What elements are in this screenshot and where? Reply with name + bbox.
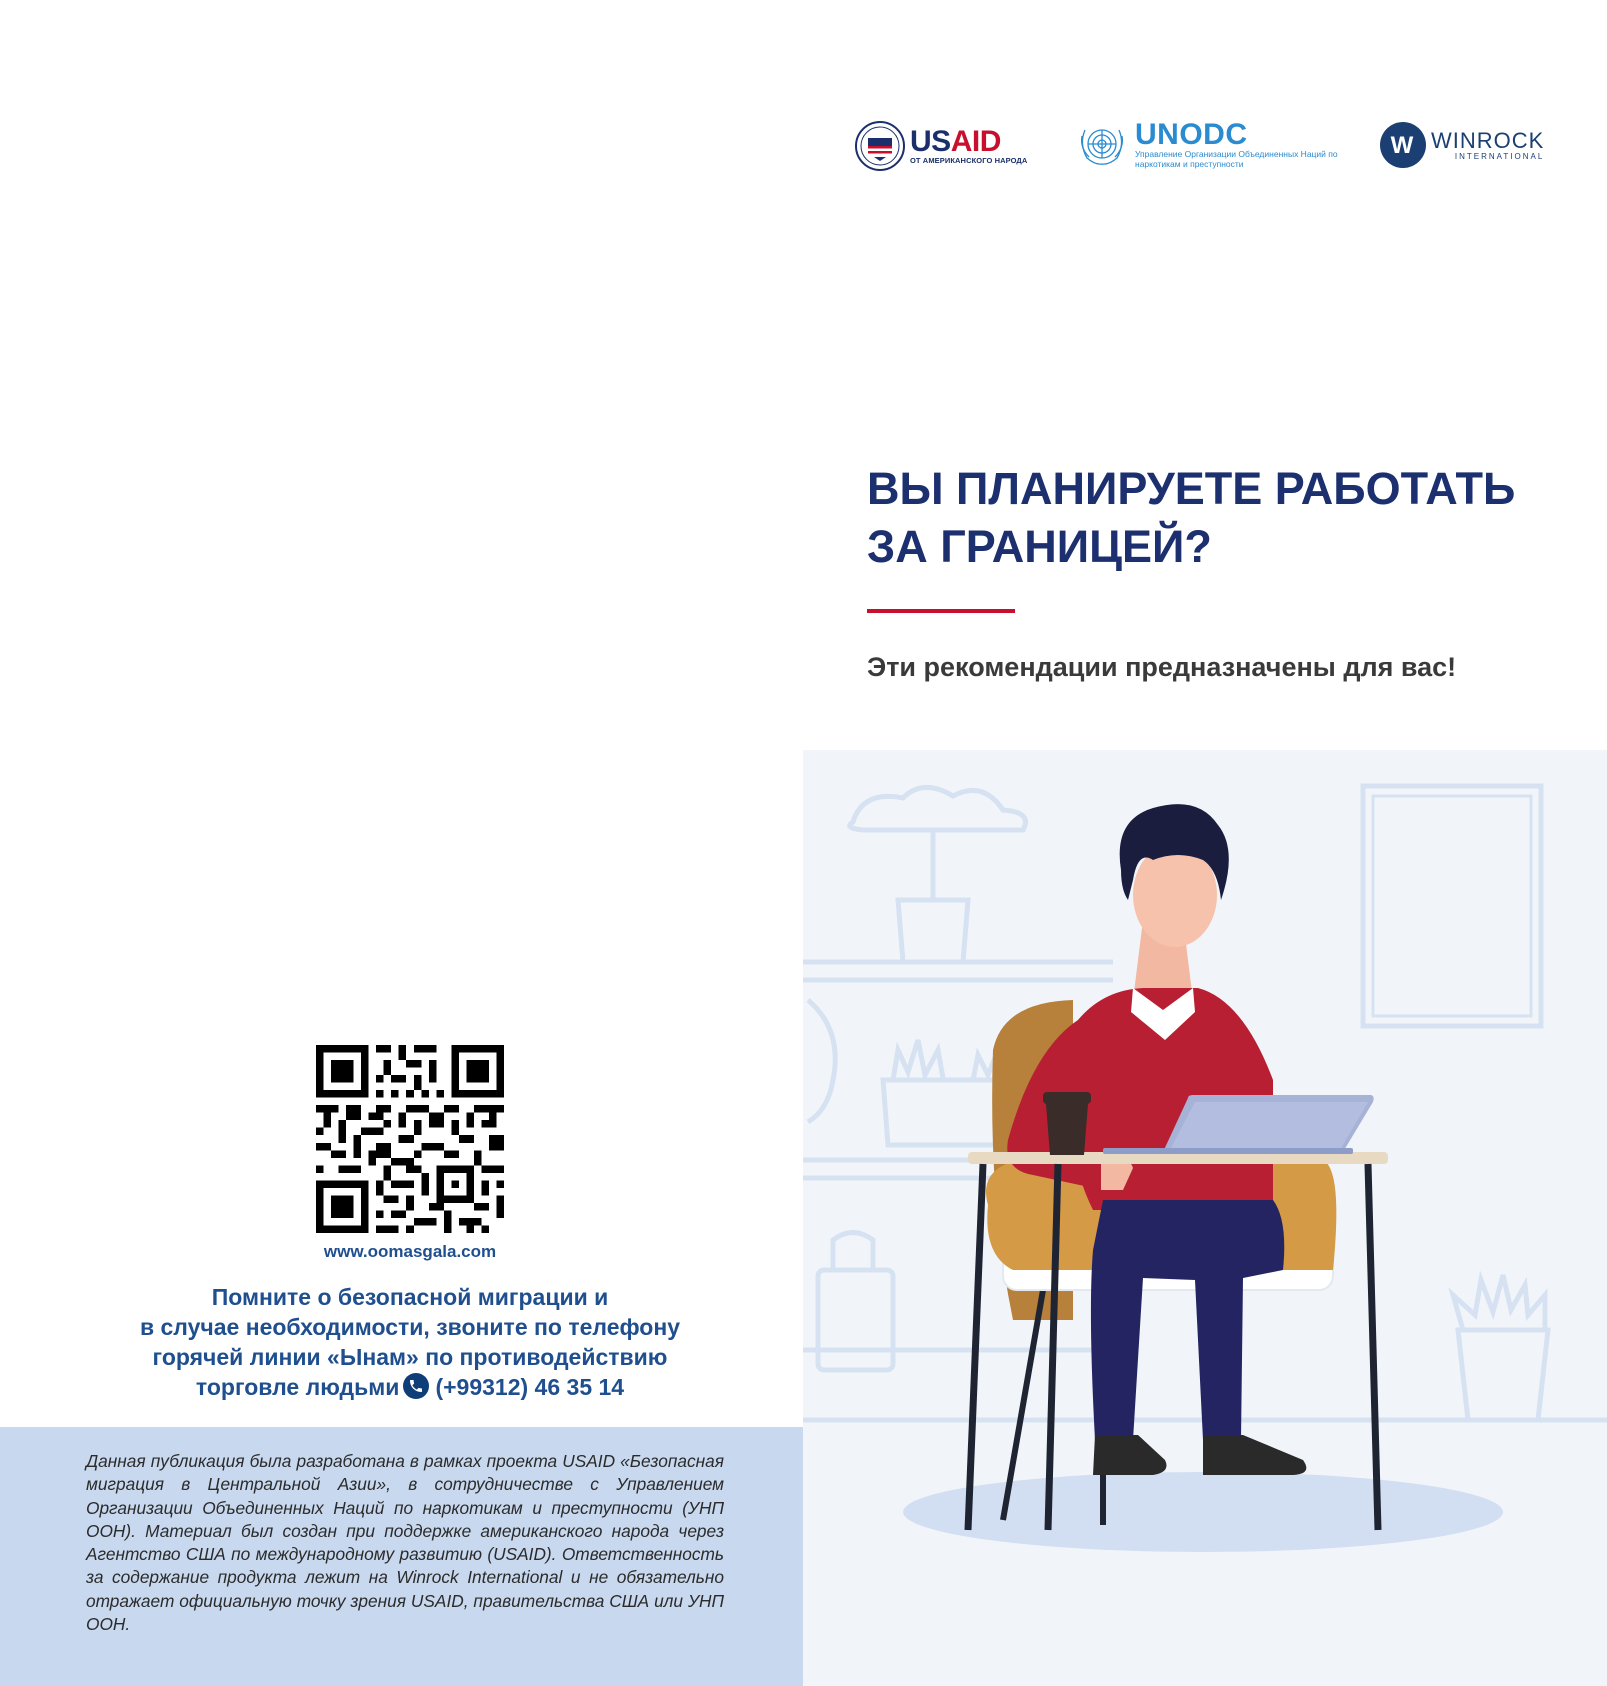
hotline-phone-number[interactable]: (+99312) 46 35 14: [435, 1374, 625, 1400]
qr-code: [316, 1045, 504, 1233]
phone-icon: [403, 1373, 429, 1399]
title-line-1: ВЫ ПЛАНИРУЕТЕ РАБОТАТЬ: [867, 463, 1516, 514]
usaid-seal-icon: [855, 121, 905, 171]
winrock-logo: [1379, 121, 1544, 169]
partner-logos: [855, 115, 1555, 185]
coffee-cup: [1043, 1092, 1091, 1155]
subtitle: Эти рекомендации предназначены для вас!: [867, 652, 1457, 682]
winrock-tagline: INTERNATIONAL: [1454, 151, 1545, 161]
unodc-logo: [1075, 118, 1350, 169]
usaid-word-us: US: [910, 124, 951, 158]
website-link[interactable]: www.oomasgala.com: [323, 1242, 497, 1261]
disclaimer-text: Данная публикация была разработана в рамках проекта USAID «Безопасная миграция в Центральной Азии», в сотрудничестве с Управлением Организации Объединенных Наций по наркотикам и преступности (УНП ООН). Материал был создан при поддержке американского народа через Агентство США по международному развитию (USAID). Ответственность за содержание продукта лежит на Winrock International и не обязательно отражает официальную точку зрения USAID, правительства США или УНП ООН.: [86, 1451, 724, 1635]
page-title: [867, 460, 1567, 576]
hotline-line-2: в случае необходимости, звоните по телефону: [139, 1314, 681, 1340]
title-underline: [867, 609, 1015, 613]
hotline-prefix: торговле людьми: [195, 1374, 400, 1400]
hotline-line-3: горячей линии «Ынам» по противодействию: [152, 1344, 668, 1370]
title-line-2: ЗА ГРАНИЦЕЙ?: [867, 521, 1212, 572]
winrock-badge-icon: [1379, 121, 1427, 169]
usaid-logo: [855, 121, 1027, 171]
hotline-line-1: Помните о безопасной миграции и: [211, 1284, 609, 1310]
unodc-word: UNODC: [1135, 118, 1248, 151]
un-emblem-icon: [1075, 122, 1129, 168]
usaid-word-aid: AID: [950, 124, 1001, 158]
hotline-line-4: [90, 1372, 730, 1402]
winrock-badge-letter: W: [1390, 132, 1414, 159]
unodc-tagline: Управление Организации Объединенных Наций по наркотикам и преступности: [1135, 149, 1338, 169]
floor-shadow: [903, 1472, 1503, 1552]
winrock-word: WINROCK: [1431, 127, 1545, 153]
hotline-message: [90, 1282, 730, 1402]
worker-at-laptop-illustration: [803, 750, 1607, 1686]
usaid-tagline: ОТ АМЕРИКАНСКОГО НАРОДА: [910, 155, 1028, 165]
